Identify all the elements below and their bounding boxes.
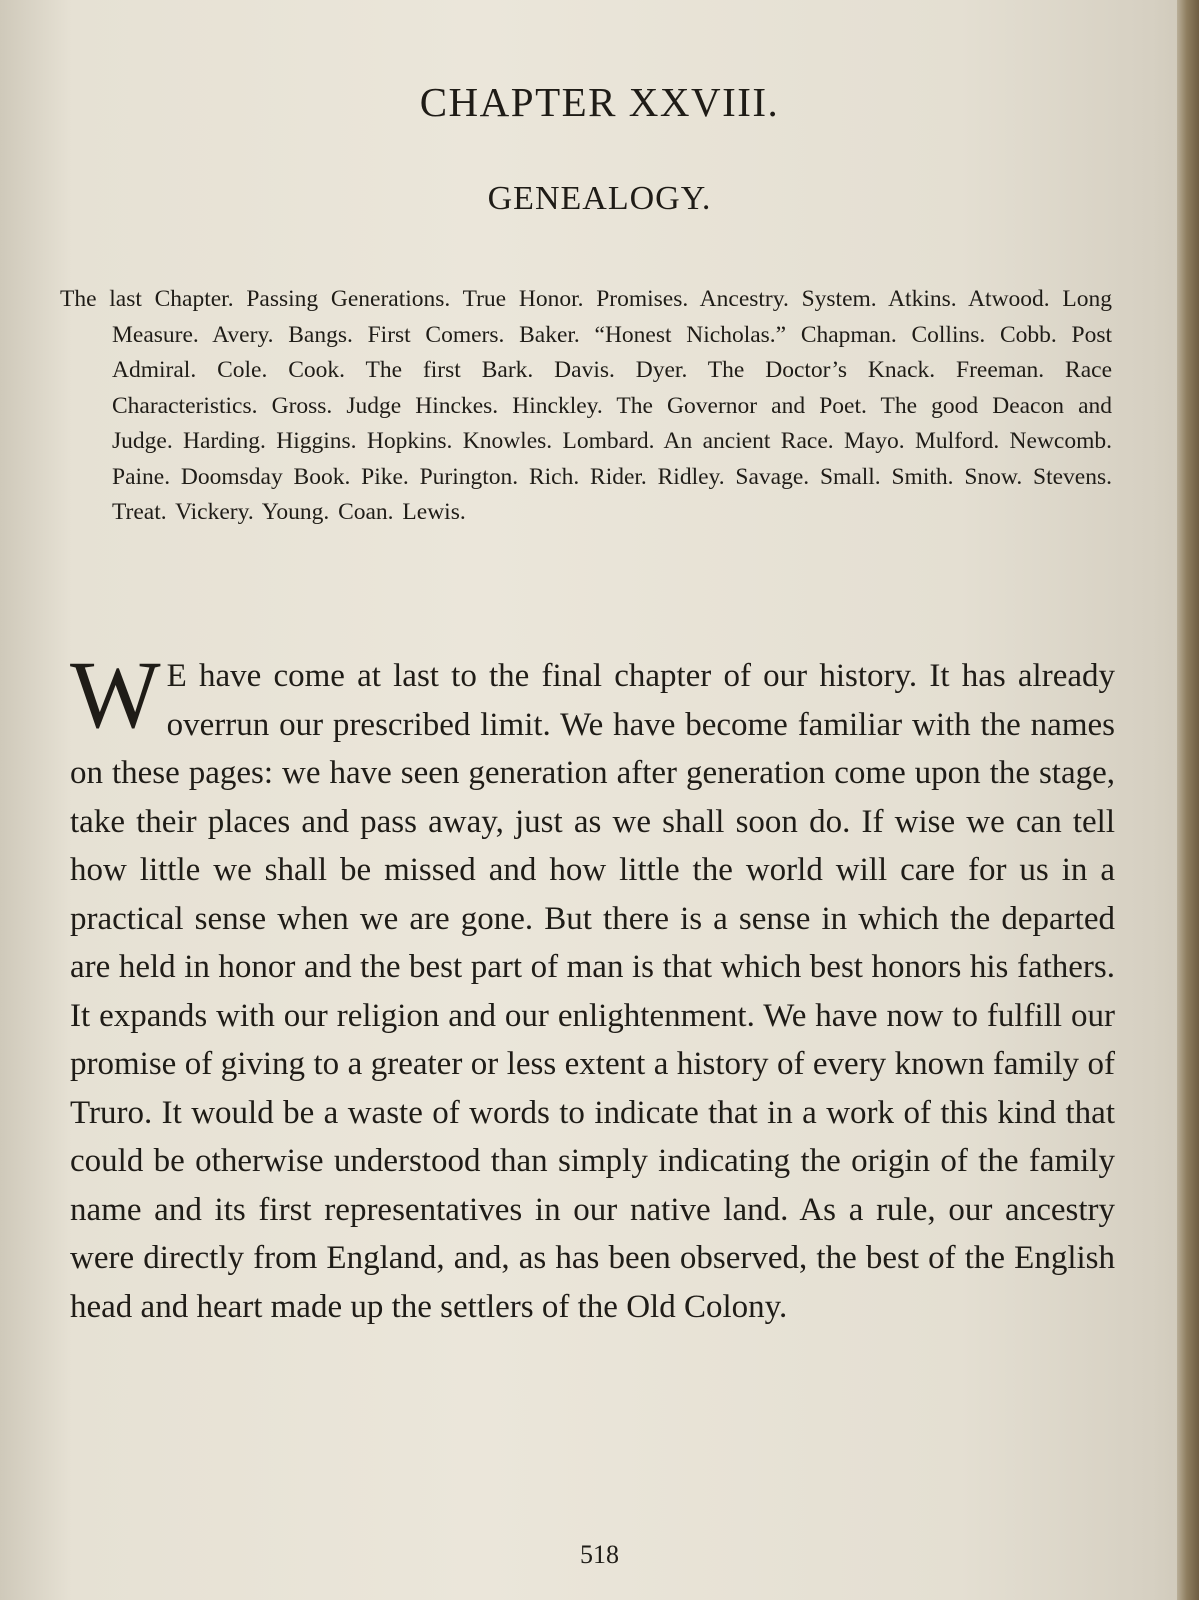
chapter-heading: CHAPTER XXVIII.: [419, 79, 780, 125]
page-edge: [1177, 0, 1199, 1600]
body-text: E have come at last to the final chapter of our history. It has already overrun our prescribed limit. We have become familiar with the names on these pages: we have seen generation after generation come upon the stage, take their places and pass away, just as we shall soon do. If wise we can tell how little we shall be missed and how little the world will care for us in a practical sense when we are gone. But there is a sense in which the departed are held in honor and the best part of man is that which best honors his fathers. It expands with our religion and our enlightenment. We have now to fulfill our promise of giving to a greater or less extent a history of every known family of Truro. It would be a waste of words to indicate that in a work of this kind that could be otherwise understood than simply indicating the origin of the family name and its first representatives in our native land. As a rule, our ancestry were directly from England, and, as has been observed, the best of the English head and heart made up the settlers of the Old Colony.: [70, 658, 1115, 1325]
chapter-title: GENEALOGY.: [487, 180, 712, 217]
body-paragraph: [70, 641, 1115, 1331]
chapter-synopsis: The last Chapter. Passing Generations. True Honor. Promises. Ancestry. System. Atkins. Atwood. Long Measure. Avery. Bangs. First Comers. Baker. “Honest Nicholas.” Chapman. Collins. Cobb. Post Admiral. Cole. Cook. The first Bark. Davis. Dyer. The Doctor’s Knack. Freeman. Race Characteristics. Gross. Judge Hinckes. Hinckley. The Governor and Poet. The good Deacon and Judge. Harding. Higgins. Hopkins. Knowles. Lombard. An ancient Race. Mayo. Mulford. Newcomb. Paine. Doomsday Book. Pike. Purington. Rich. Rider. Ridley. Savage. Small. Smith. Snow. Stevens. Treat. Vickery. Young. Coan. Lewis.: [60, 286, 1112, 525]
drop-cap: W: [70, 641, 161, 748]
page-number: 518: [580, 1540, 619, 1569]
